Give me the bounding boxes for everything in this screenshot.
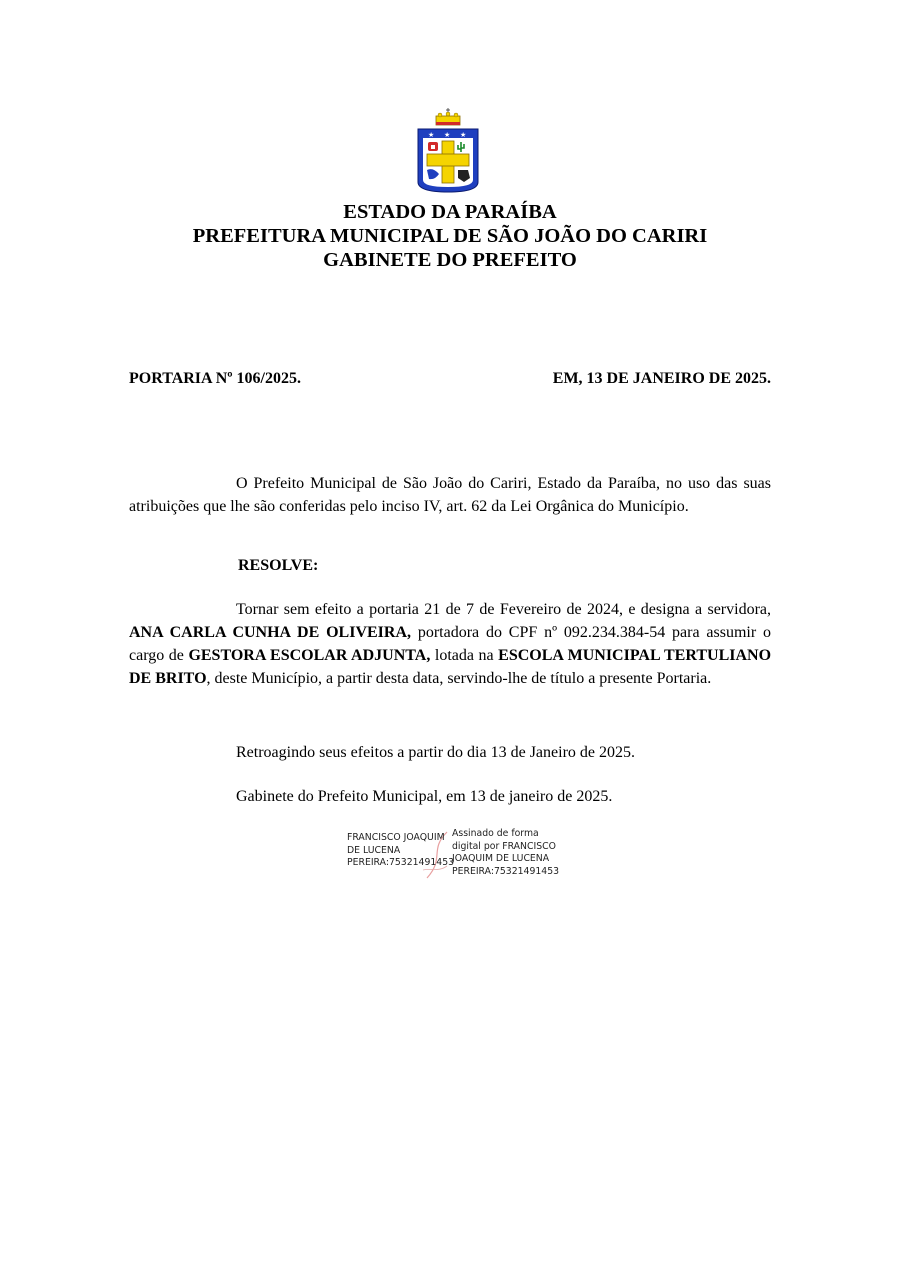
crown-icon <box>436 108 460 125</box>
resolution-text: lotada na <box>430 647 499 664</box>
intro-paragraph: O Prefeito Municipal de São João do Cariri, Estado da Paraíba, no uso das suas atribuições que lhe são conferidas pelo inciso IV, art. 62 da Lei Orgânica do Município. <box>129 475 771 515</box>
portaria-date: EM, 13 DE JANEIRO DE 2025. <box>552 370 771 387</box>
signature-details <box>452 828 562 878</box>
signature-detail-line: digital por FRANCISCO <box>452 840 556 852</box>
signature-detail-line: PEREIRA:75321491453 <box>452 865 560 877</box>
header-prefecture: PREFEITURA MUNICIPAL DE SÃO JOÃO DO CARIRI <box>192 225 708 247</box>
svg-text:★: ★ <box>428 131 435 139</box>
signer-name <box>347 832 457 870</box>
gabinete-date-line: Gabinete do Prefeito Municipal, em 13 de janeiro de 2025. <box>236 788 613 805</box>
svg-text:★: ★ <box>460 131 467 139</box>
position-title: GESTORA ESCOLAR ADJUNTA, <box>188 647 431 664</box>
school-name: ESCOLA MUNICIPAL TERTULIANO DE BRITO <box>129 647 772 687</box>
signer-name-line: PEREIRA:75321491453 <box>347 857 455 868</box>
portaria-number: PORTARIA Nº 106/2025. <box>129 370 301 387</box>
resolution-paragraph <box>129 598 771 690</box>
header-state: ESTADO DA PARAÍBA <box>343 201 557 223</box>
municipal-coat-of-arms <box>414 108 482 194</box>
svg-text:★: ★ <box>444 131 451 139</box>
signer-name-line: DE LUCENA <box>347 844 401 856</box>
resolution-text: portadora do CPF nº 092.234.384-54 para assumir o cargo de <box>129 624 771 664</box>
employee-name: ANA CARLA CUNHA DE OLIVEIRA, <box>129 624 412 641</box>
signer-name-line: FRANCISCO JOAQUIM <box>347 832 445 843</box>
digital-signature-block <box>347 828 560 880</box>
signature-detail-line: JOAQUIM DE LUCENA <box>452 853 550 864</box>
retroactive-statement: Retroagindo seus efeitos a partir do dia 13 de Janeiro de 2025. <box>236 744 635 761</box>
resolution-text: Tornar sem efeito a portaria 21 de 7 de Fevereiro de 2024, e designa a servidora, <box>236 601 771 618</box>
resolution-text: , deste Município, a partir desta data, servindo-lhe de título a presente Portaria. <box>206 670 712 687</box>
resolve-heading: RESOLVE: <box>238 557 319 574</box>
header-office: GABINETE DO PREFEITO <box>323 249 577 271</box>
signature-detail-line: Assinado de forma <box>452 828 539 839</box>
